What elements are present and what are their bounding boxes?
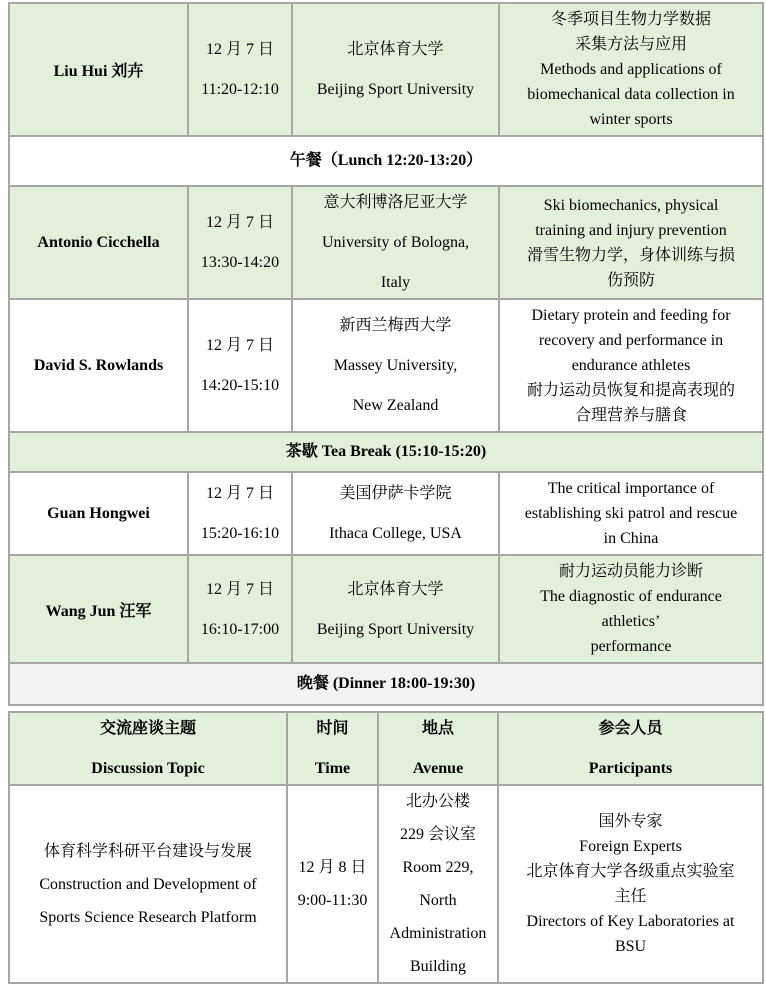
- session-row-wang-jun: [9, 555, 763, 663]
- discussion-topic: 体育科学科研平台建设与发展 Construction and Development of Sports Science Research Platform: [9, 785, 287, 983]
- discussion-table: [8, 711, 764, 984]
- schedule-table: [8, 2, 764, 706]
- header-participants: 参会人员 Participants: [498, 712, 763, 785]
- discussion-avenue: 北办公楼 229 会议室 Room 229, North Administration Building: [378, 785, 498, 983]
- discussion-time: 12 月 8 日 9:00-11:30: [287, 785, 378, 983]
- tea-break-label: 茶歇 Tea Break (15:10-15:20): [9, 432, 763, 472]
- lunch-break-label: 午餐（Lunch 12:20-13:20）: [9, 136, 763, 186]
- speaker-name: Liu Hui 刘卉: [9, 3, 188, 136]
- session-datetime: 12 月 7 日 15:20-16:10: [188, 472, 292, 555]
- session-topic: 冬季项目生物力学数据 采集方法与应用 Methods and applications of biomechanical data collection in winter sports: [499, 3, 763, 136]
- speaker-affiliation: 意大利博洛尼亚大学 University of Bologna, Italy: [292, 186, 499, 299]
- session-datetime: 12 月 7 日 13:30-14:20: [188, 186, 292, 299]
- header-time: 时间 Time: [287, 712, 378, 785]
- speaker-affiliation: 美国伊萨卡学院 Ithaca College, USA: [292, 472, 499, 555]
- session-topic: The critical importance of establishing ski patrol and rescue in China: [499, 472, 763, 555]
- speaker-name: Guan Hongwei: [9, 472, 188, 555]
- session-topic: Ski biomechanics, physical training and injury prevention 滑雪生物力学，身体训练与损 伤预防: [499, 186, 763, 299]
- speaker-affiliation: 北京体育大学 Beijing Sport University: [292, 3, 499, 136]
- dinner-break-label: 晚餐 (Dinner 18:00-19:30): [9, 663, 763, 705]
- dinner-break-row: [9, 663, 763, 705]
- session-row-antonio-cicchella: [9, 186, 763, 299]
- tea-break-row: [9, 432, 763, 472]
- discussion-content-row: [9, 785, 763, 983]
- discussion-header-row: [9, 712, 763, 785]
- session-datetime: 12 月 7 日 14:20-15:10: [188, 299, 292, 432]
- speaker-name: David S. Rowlands: [9, 299, 188, 432]
- session-datetime: 12 月 7 日 11:20-12:10: [188, 3, 292, 136]
- lunch-break-row: [9, 136, 763, 186]
- session-row-guan-hongwei: [9, 472, 763, 555]
- speaker-name: Antonio Cicchella: [9, 186, 188, 299]
- session-topic: Dietary protein and feeding for recovery and performance in endurance athletes 耐力运动员恢复和提高表现的 合理营养与膳食: [499, 299, 763, 432]
- header-avenue: 地点 Avenue: [378, 712, 498, 785]
- session-row-david-rowlands: [9, 299, 763, 432]
- session-row-liu-hui: [9, 3, 763, 136]
- discussion-participants: 国外专家 Foreign Experts 北京体育大学各级重点实验室 主任 Directors of Key Laboratories at BSU: [498, 785, 763, 983]
- speaker-affiliation: 北京体育大学 Beijing Sport University: [292, 555, 499, 663]
- header-discussion-topic: 交流座谈主题 Discussion Topic: [9, 712, 287, 785]
- speaker-affiliation: 新西兰梅西大学 Massey University, New Zealand: [292, 299, 499, 432]
- session-datetime: 12 月 7 日 16:10-17:00: [188, 555, 292, 663]
- session-topic: 耐力运动员能力诊断 The diagnostic of endurance athletics’ performance: [499, 555, 763, 663]
- speaker-name: Wang Jun 汪军: [9, 555, 188, 663]
